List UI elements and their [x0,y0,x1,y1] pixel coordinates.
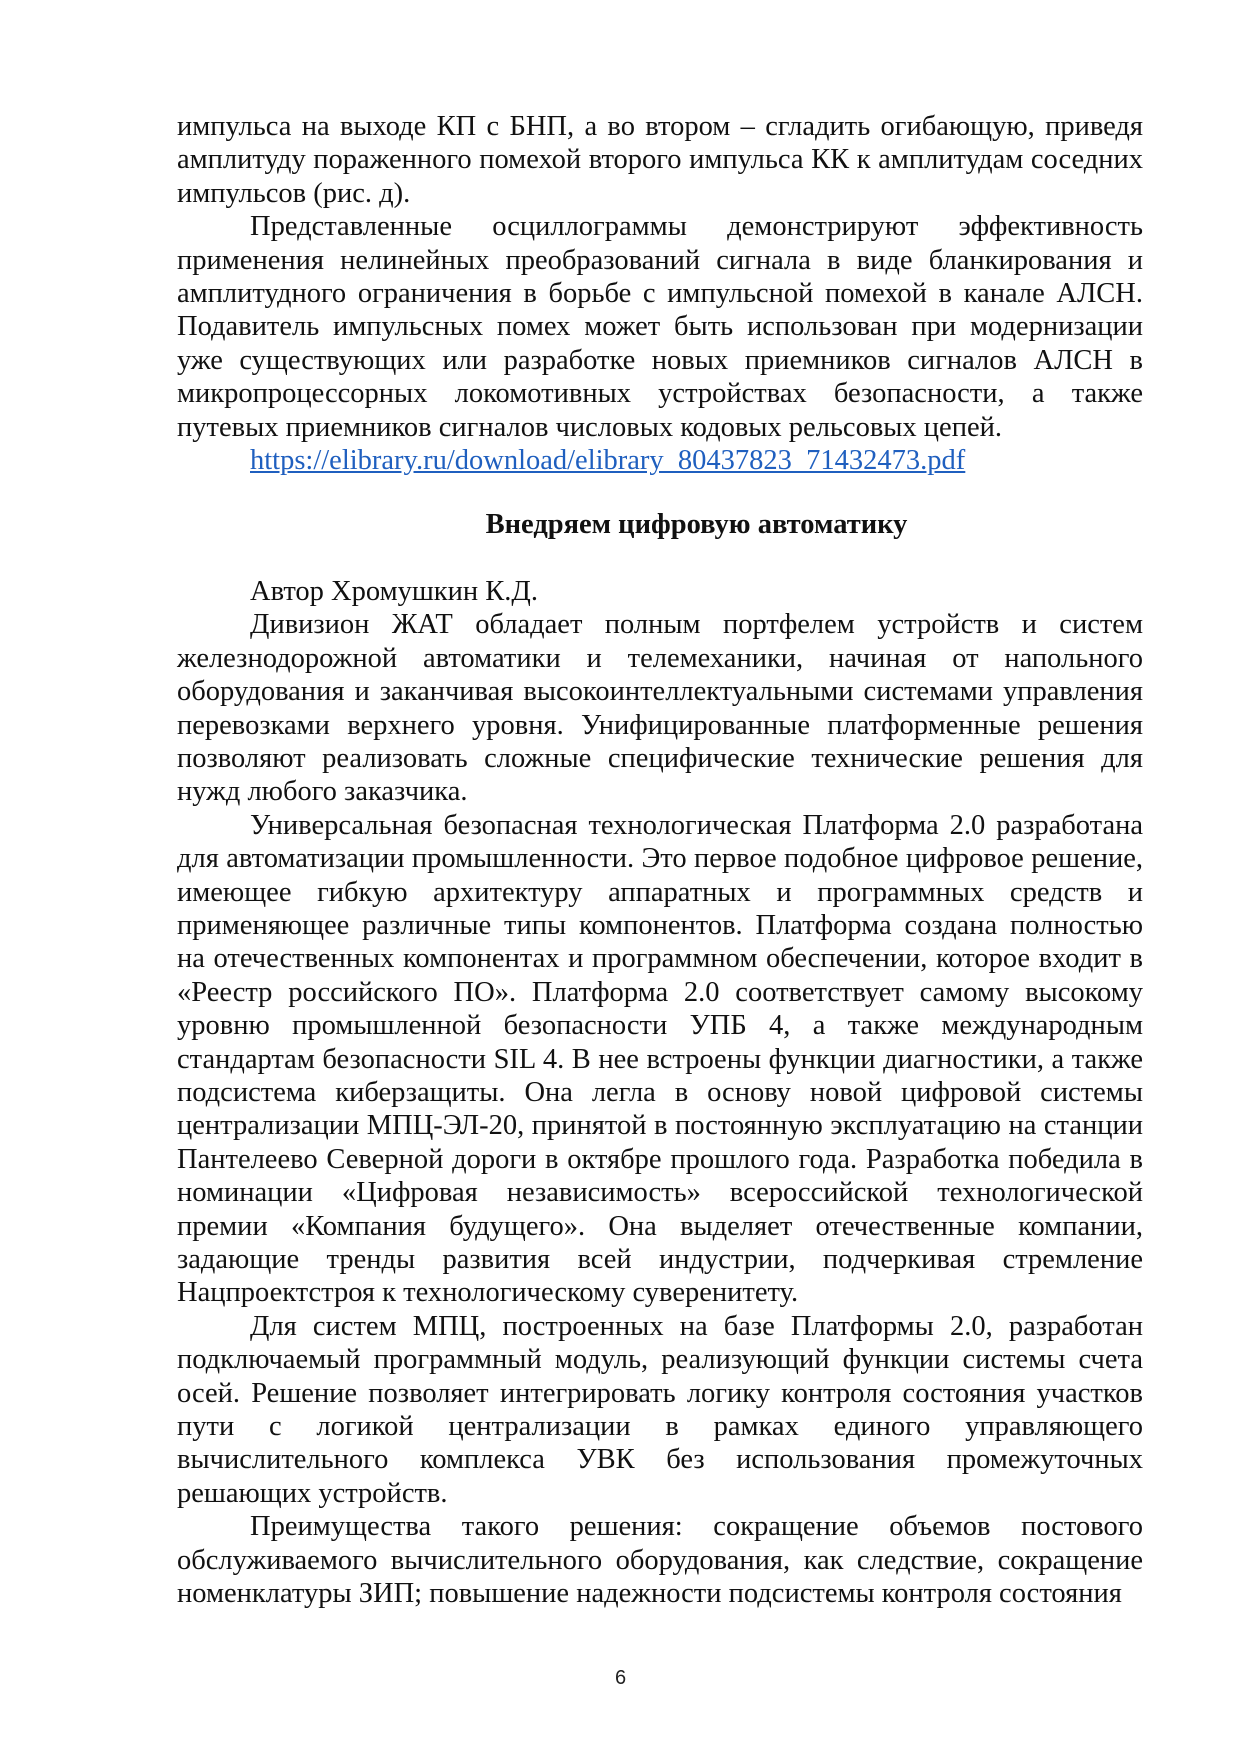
source-link-line [177,444,1143,477]
article-paragraph-advantages: Преимущества такого решения: сокращение объемов постового обслуживаемого вычислительного оборудования, как следствие, сокращение номенклатуры ЗИП; повышение надежности подсистемы контроля состояния [177,1511,1143,1610]
article-title: Внедряем цифровую автоматику [485,509,908,541]
article-paragraph-platform: Универсальная безопасная технологическая Платформа 2.0 разработана для автоматизации промышленности. Это первое подобное цифровое решение, имеющее гибкую архитектуру аппаратных и программных средств и применяющее различные типы компонентов. Платформа создана полностью на отечественных компонентах и программном обеспечении, которое входит в «Реестр российского ПО». Платформа 2.0 соответствует самому высокому уровню промышленной безопасности УПБ 4, а также международным стандартам безопасности SIL 4. В нее встроены функции диагностики, а также подсистема киберзащиты. Она легла в основу новой цифровой системы централизации МПЦ-ЭЛ-20, принятой в постоянную эксплуатацию на станции Пантелеево Северной дороги в октябре прошлого года. Разработка победила в номинации «Цифровая независимость» всероссийской технологической премии «Компания будущего». Она выделяет отечественные компании, задающие тренды развития всей индустрии, подчеркивая стремление Нацпроектстроя к технологическому суверенитету. [177,809,1143,1309]
article-paragraph-axle-counting: Для систем МПЦ, построенных на базе Платформы 2.0, разработан подключаемый программный модуль, реализующий функции системы счета осей. Решение позволяет интегрировать логику контроля состояния участков пути с логикой централизации в рамках единого управляющего вычислительного комплекса УВК без использования промежуточных решающих устройств. [177,1310,1143,1509]
page-number: 6 [614,1667,627,1689]
article-author: Автор Хромушкин К.Д. [250,575,538,607]
paragraph-oscillograms: Представленные осциллограммы демонстрируют эффективность применения нелинейных преобразований сигнала в виде бланкирования и амплитудного ограничения в борьбе с импульсной помехой в канале АЛСН. Подавитель импульсных помех может быть использован при модернизации уже существующих или разработке новых приемников сигналов АЛСН в микропроцессорных локомотивных устройствах безопасности, а также путевых приемников сигналов числовых кодовых рельсовых цепей. [177,211,1143,443]
article-paragraph-division: Дивизион ЖАТ обладает полным портфелем устройств и систем железнодорожной автоматики и телемеханики, начиная от напольного оборудования и заканчивая высокоинтеллектуальными системами управления перевозками верхнего уровня. Унифицированные платформенные решения позволяют реализовать сложные специфические технические решения для нужд любого заказчика. [177,609,1143,808]
document-page [177,110,1143,1610]
source-link[interactable]: https://elibrary.ru/download/elibrary_80437823_71432473.pdf [250,445,966,477]
paragraph-continuation: импульса на выходе КП с БНП, а во втором – сгладить огибающую, приведя амплитуду пораженного помехой второго импульса КК к амплитудам соседних импульсов (рис. д). [177,111,1143,209]
